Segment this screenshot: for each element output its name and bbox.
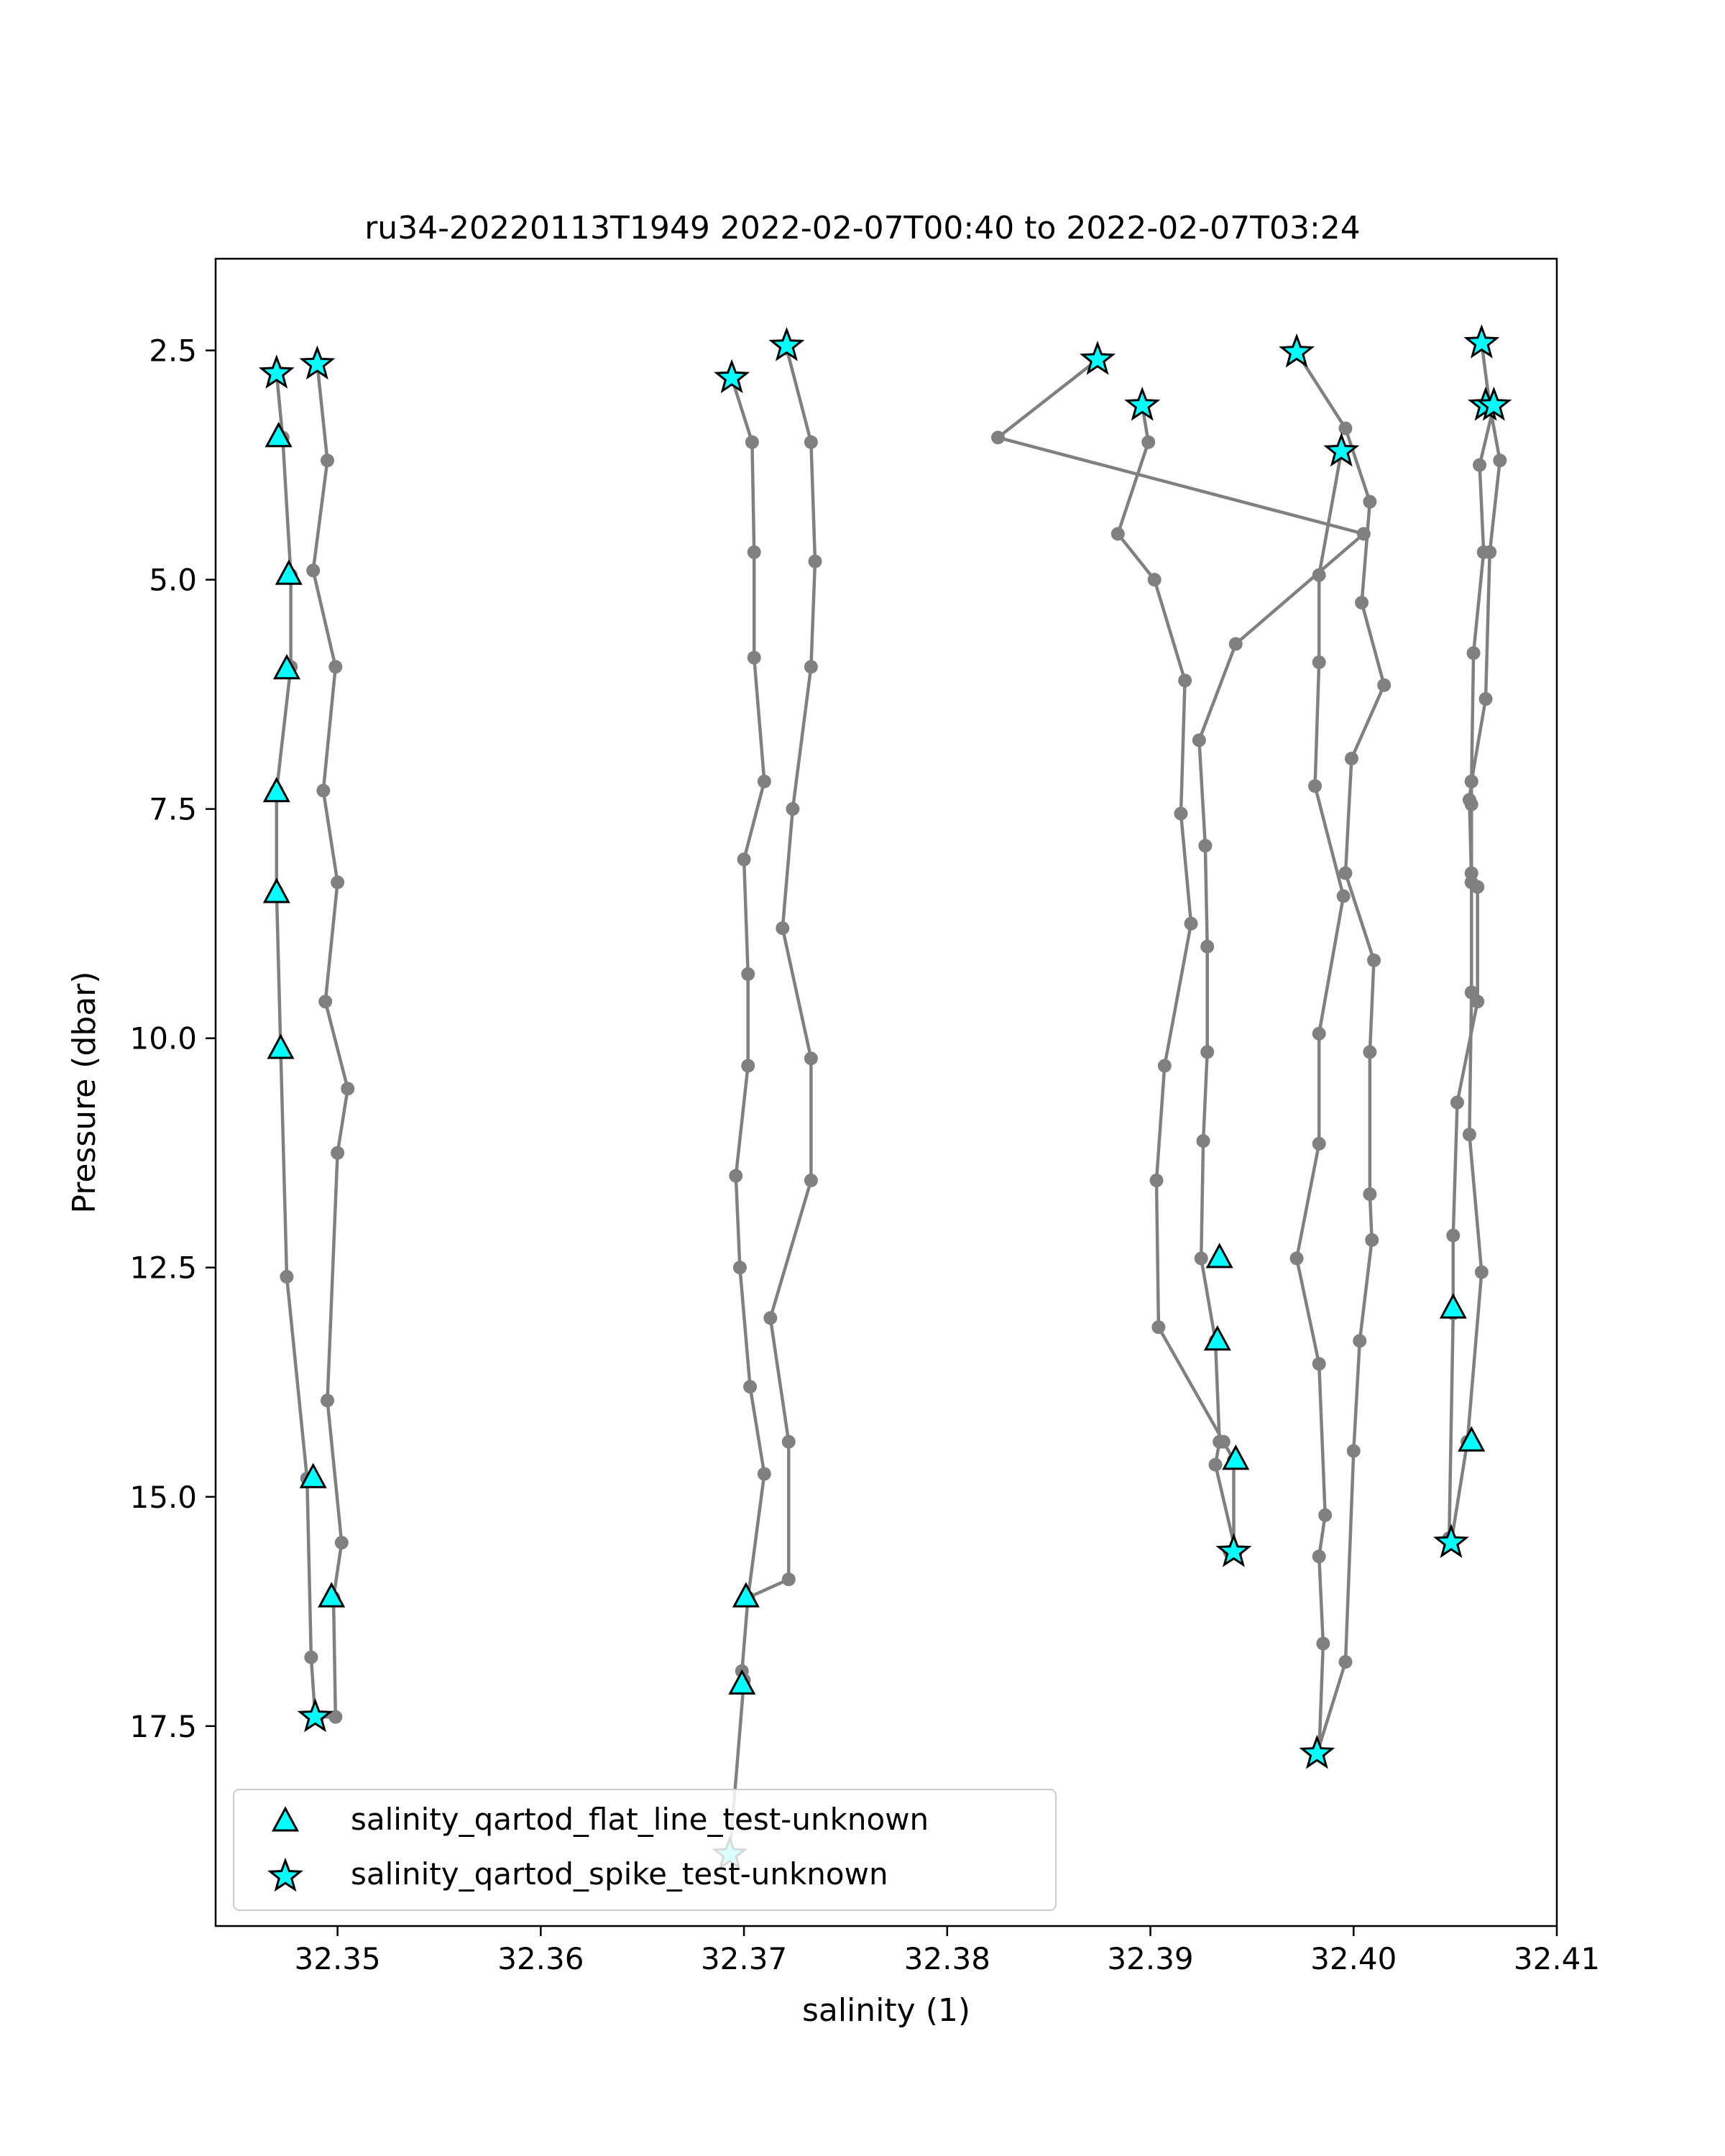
profile-point (1465, 798, 1478, 811)
profile-point (1465, 867, 1478, 880)
profile-point (1198, 839, 1212, 852)
profile-point (1347, 1444, 1361, 1457)
profile-point (1200, 940, 1214, 954)
profile-point (1197, 1134, 1210, 1148)
profile-point (1377, 678, 1391, 692)
x-tick-label: 32.39 (1107, 1941, 1194, 1976)
profile-point (1148, 573, 1162, 586)
profile-point (1363, 1045, 1376, 1059)
profile-point (1473, 459, 1486, 472)
x-axis-label: salinity (1) (801, 1992, 971, 2029)
profile-point (1479, 692, 1493, 706)
y-tick-label: 5.0 (149, 562, 197, 598)
x-tick-label: 32.40 (1310, 1941, 1397, 1976)
y-tick-label: 17.5 (129, 1708, 197, 1744)
profile-point (758, 775, 771, 788)
profile-point (1141, 436, 1155, 449)
profile-point (1318, 1508, 1332, 1522)
profile-point (1174, 807, 1187, 821)
legend (234, 1789, 1056, 1910)
profile-point (1312, 568, 1326, 582)
profile-point (776, 921, 789, 935)
profile-point (1475, 1266, 1489, 1279)
profile-point (1229, 637, 1243, 650)
profile-point (1365, 1233, 1379, 1247)
profile-point (316, 784, 330, 798)
profile-point (743, 1380, 757, 1393)
y-tick-label: 2.5 (149, 333, 197, 369)
profile-point (321, 453, 334, 467)
profile-point (1446, 1229, 1460, 1243)
profile-point (1338, 867, 1352, 880)
profile-point (804, 1174, 818, 1187)
profile-point (1111, 527, 1125, 540)
profile-point (804, 1051, 818, 1065)
profile-point (1493, 453, 1506, 467)
profile-point (748, 651, 761, 665)
profile-point (318, 995, 332, 1008)
profile-point (306, 563, 320, 577)
profile-point (1463, 1128, 1476, 1141)
profile-point (1450, 1096, 1464, 1110)
profile-point (1312, 1027, 1326, 1041)
profile-point (1345, 752, 1358, 765)
profile-point (1465, 775, 1478, 788)
profile-point (1217, 1435, 1230, 1449)
profile-point (809, 555, 822, 568)
profile-point (1200, 1045, 1214, 1059)
profile-point (763, 1311, 777, 1325)
profile-point (331, 1146, 344, 1160)
profile-point (745, 436, 759, 449)
profile-point (1367, 954, 1381, 967)
profile-point (1316, 1636, 1330, 1650)
profile-point (748, 545, 761, 559)
profile-point (328, 660, 342, 673)
profile-point (1151, 1320, 1165, 1334)
y-tick-label: 15.0 (129, 1479, 197, 1515)
profile-point (741, 1059, 755, 1072)
profile-point (1471, 880, 1484, 894)
profile-point (1178, 674, 1192, 688)
y-axis-label: Pressure (dbar) (66, 971, 103, 1214)
profile-point (782, 1435, 796, 1449)
profile-point (729, 1169, 742, 1183)
x-tick-label: 32.38 (903, 1941, 990, 1976)
profile-point (1467, 646, 1481, 660)
profile-point (1158, 1059, 1172, 1072)
profile-point (1209, 1458, 1223, 1472)
profile-point (741, 967, 755, 981)
profile-point (1477, 545, 1491, 559)
profile-point (1353, 1334, 1366, 1348)
profile-point (331, 875, 344, 889)
x-tick-label: 32.37 (700, 1941, 788, 1976)
profile-point (1195, 1251, 1208, 1265)
profile-point (782, 1572, 796, 1586)
profile-point (1363, 495, 1376, 509)
profile-point (280, 1270, 293, 1284)
profile-point (1308, 779, 1322, 793)
y-tick-label: 7.5 (149, 791, 197, 827)
profile-point (991, 430, 1005, 444)
profile-point (304, 1651, 318, 1664)
profile-point (733, 1261, 747, 1274)
profile-point (1355, 596, 1368, 609)
chart-title: ru34-20220113T1949 2022-02-07T00:40 to 2022-02-07T03:24 (364, 210, 1361, 247)
legend-label-spike: salinity_qartod_spike_test-unknown (351, 1856, 888, 1892)
profile-point (1312, 655, 1326, 669)
profile-point (737, 852, 751, 866)
profile-point (758, 1467, 771, 1480)
profile-point (804, 660, 818, 673)
y-tick-label: 12.5 (129, 1250, 197, 1286)
profile-point (1312, 1137, 1326, 1151)
profile-point (1192, 733, 1206, 747)
profile-point (1184, 917, 1198, 931)
profile-point (1312, 1357, 1326, 1370)
y-tick-label: 10.0 (129, 1021, 197, 1056)
profile-point (1471, 995, 1484, 1008)
profile-point (1312, 1549, 1326, 1563)
x-tick-label: 32.35 (294, 1941, 381, 1976)
profile-point (804, 436, 818, 449)
profile-point (1337, 889, 1351, 903)
profile-point (1338, 422, 1352, 436)
profile-point (1363, 1187, 1376, 1201)
profile-point (1290, 1251, 1304, 1265)
profile-point (1150, 1174, 1164, 1187)
x-tick-label: 32.36 (497, 1941, 584, 1976)
profile-point (1338, 1655, 1352, 1669)
profile-point (341, 1082, 354, 1095)
legend-label-flat-line: salinity_qartod_flat_line_test-unknown (351, 1802, 929, 1837)
profile-point (786, 802, 799, 816)
x-tick-label: 32.41 (1513, 1941, 1601, 1976)
profile-point (335, 1536, 349, 1549)
profile-point (321, 1393, 334, 1407)
